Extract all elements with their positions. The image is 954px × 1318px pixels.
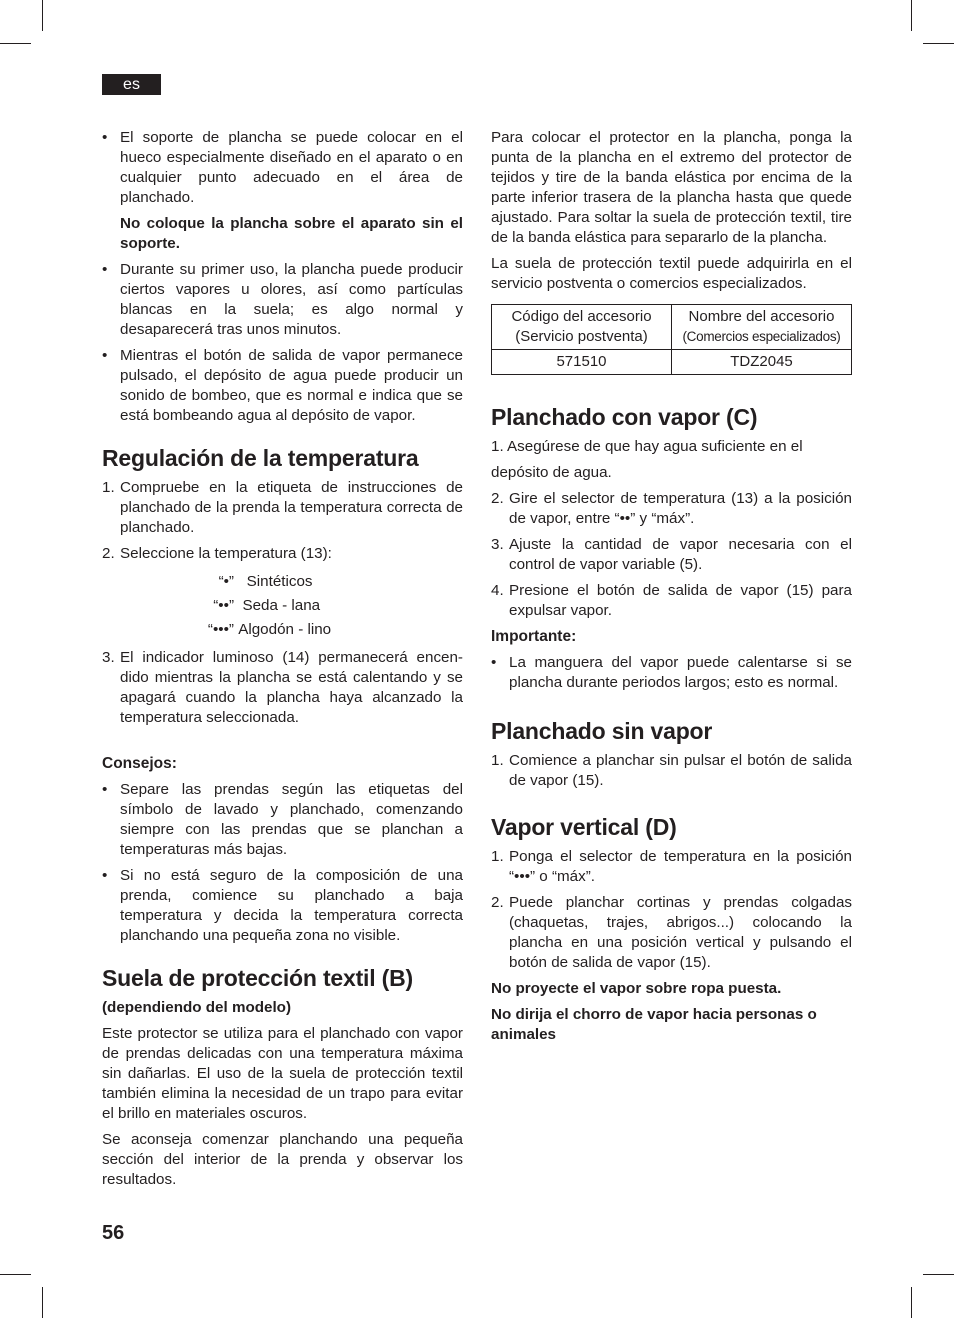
warning-note: No dirija el chorro de vapor hacia personas o animales (491, 1006, 817, 1043)
numbered-item (491, 751, 852, 791)
bullet: • (102, 261, 108, 278)
temperature-option (102, 570, 463, 594)
temperature-option (102, 594, 463, 618)
crop-mark (0, 43, 31, 44)
paragraph: Durante su primer uso, la plancha puede producir ciertos vapores u olores, así como partículas blancas en la suela; es algo normal y desaparecerá tras unos minutos. (120, 261, 463, 338)
section-heading-temperature: Regulación de la temperatura (102, 445, 419, 471)
tips-heading: Consejos: (102, 755, 177, 772)
step-number: 1. (102, 479, 115, 496)
temperature-label: Seda - lana (242, 597, 321, 614)
step-text: Puede planchar cortinas y prendas colgadas (chaquetas, trajes, abrigos...) colocando la plancha en una posición vertical y pulsando el botón de salida de vapor (15). (509, 894, 852, 971)
step-number: 2. (491, 894, 504, 911)
bullet: • (102, 781, 108, 798)
numbered-item (491, 489, 852, 529)
warning-note: No coloque la plancha sobre el aparato sin el soporte. (120, 215, 463, 252)
step-text: Ponga el selector de temperatura en la posición “•••” o “máx”. (509, 848, 852, 885)
paragraph: Mientras el botón de salida de vapor permanece pulsado, el depósito de agua puede producir un sonido de bombeo, que es normal e indica que se está bombeando agua al depósito de vapor. (120, 347, 463, 424)
paragraph: Para colocar el protector en la plancha, ponga la punta de la plancha en el extremo del protector de tejidos y tire de la banda elástica por encima de la parte inferior trasera de la plancha hasta que quede ajustado. Para soltar la suela de protección textil, tire de la banda elástica para separarlo de la plancha. (491, 129, 852, 246)
list-item (102, 780, 463, 860)
crop-mark (923, 43, 954, 44)
bullet: • (491, 654, 497, 671)
step-number: 4. (491, 582, 504, 599)
paragraph: Se aconseja comenzar planchando una pequeña sección del interior de la prenda y observar los resultados. (102, 1131, 463, 1188)
table-row (492, 350, 852, 375)
language-tab: es (102, 74, 161, 95)
page-number: 56 (102, 1222, 125, 1244)
step-text: Gire el selector de temperatura (13) a la posición de vapor, entre “••” y “máx”. (509, 490, 852, 527)
step-text: Compruebe en la etiqueta de instrucciones de planchado de la prenda la temperatura correcta de planchado. (120, 479, 463, 536)
step-text: Comience a planchar sin pulsar el botón de salida de vapor (15). (509, 752, 852, 789)
section-heading-sole: Suela de protección textil (B) (102, 965, 413, 991)
numbered-item (491, 847, 852, 887)
bullet: • (102, 867, 108, 884)
step-number: 1. (491, 848, 504, 865)
list-item (102, 346, 463, 426)
crop-mark (42, 1287, 43, 1318)
step-text: Ajuste la cantidad de vapor necesaria con el control de vapor variable (5). (509, 536, 852, 573)
right-column (491, 128, 852, 1051)
table-cell: TDZ2045 (672, 350, 852, 375)
temperature-label: Sintéticos (246, 573, 313, 590)
paragraph: Este protector se utiliza para el planchado con vapor de prendas delicadas con una temperatura máxima sin dañarlas. El uso de la suela de protección textil también elimina la necesidad de un trapo para evitar el brillo en materiales oscuros. (102, 1025, 463, 1122)
step-text: Presione el botón de salida de vapor (15) para expulsar vapor. (509, 582, 852, 619)
list-item (102, 866, 463, 946)
paragraph: La suela de protección textil puede adquirirla en el servicio postventa o comercios especializados. (491, 255, 852, 292)
section-heading-steam: Planchado con vapor (C) (491, 404, 758, 430)
temperature-symbol: “•” (218, 573, 234, 590)
section-heading-vertical: Vapor vertical (D) (491, 814, 677, 840)
step-number: 3. (102, 649, 115, 666)
model-note: (dependiendo del modelo) (102, 999, 291, 1016)
important-heading: Importante: (491, 628, 577, 645)
header-line: (Comercios especializados) (682, 329, 841, 344)
numbered-item (491, 893, 852, 973)
list-item (491, 653, 852, 693)
numbered-item (102, 478, 463, 538)
step-text: Seleccione la temperatura (13): (120, 545, 332, 562)
crop-mark (42, 0, 43, 31)
step-text: 1. Asegúrese de que hay agua suficiente en el (491, 438, 803, 455)
paragraph: Separe las prendas según las etiquetas del símbolo de lavado y planchado, comenzando siempre con las prendas que se planchan a temperaturas más bajas. (120, 781, 463, 858)
left-column (102, 128, 463, 1196)
header-line: (Servicio postventa) (515, 328, 648, 345)
temperature-label: Algodón - lino (238, 621, 332, 638)
section-heading-dry: Planchado sin vapor (491, 718, 713, 744)
list-item (102, 260, 463, 340)
crop-mark (911, 0, 912, 31)
paragraph: El soporte de plancha se puede colocar en el hueco especialmente diseñado en el aparato o en cualquier punto adecuado en el área de planchado. (120, 129, 463, 206)
warning-note: No proyecte el vapor sobre ropa puesta. (491, 980, 782, 997)
paragraph: Si no está seguro de la composición de una prenda, comience su planchado a baja temperatura y decida la temperatura correcta planchando una pequeña zona no visible. (120, 867, 463, 944)
bullet: • (102, 347, 108, 364)
step-text: depósito de agua. (491, 464, 612, 481)
temperature-symbol: “•••” (207, 621, 234, 638)
accessory-table (491, 304, 852, 375)
numbered-item (491, 535, 852, 575)
crop-mark (923, 1274, 954, 1275)
step-number: 3. (491, 536, 504, 553)
numbered-item (102, 648, 463, 728)
temperature-options (102, 570, 463, 642)
temperature-symbol: “••” (213, 597, 234, 614)
step-number: 2. (491, 490, 504, 507)
step-text: El indicador luminoso (14) permanecerá encen-dido mientras la plancha se está calentando y se apagará cuando la plancha haya alcanzado la temperatura seleccionada. (120, 649, 463, 726)
crop-mark (0, 1274, 31, 1275)
step-number: 1. (491, 752, 504, 769)
bullet: • (102, 129, 108, 146)
table-header-cell (492, 305, 672, 350)
numbered-item (491, 581, 852, 621)
numbered-item (102, 544, 463, 564)
table-header-cell (672, 305, 852, 350)
crop-mark (911, 1287, 912, 1318)
step-number: 2. (102, 545, 115, 562)
header-line: Código del accesorio (511, 308, 652, 325)
table-row (492, 305, 852, 350)
header-line: Nombre del accesorio (688, 308, 835, 325)
list-item (102, 128, 463, 254)
paragraph: La manguera del vapor puede calentarse si se plancha durante periodos largos; esto es normal. (509, 654, 852, 691)
table-cell: 571510 (492, 350, 672, 375)
temperature-option (102, 618, 463, 642)
